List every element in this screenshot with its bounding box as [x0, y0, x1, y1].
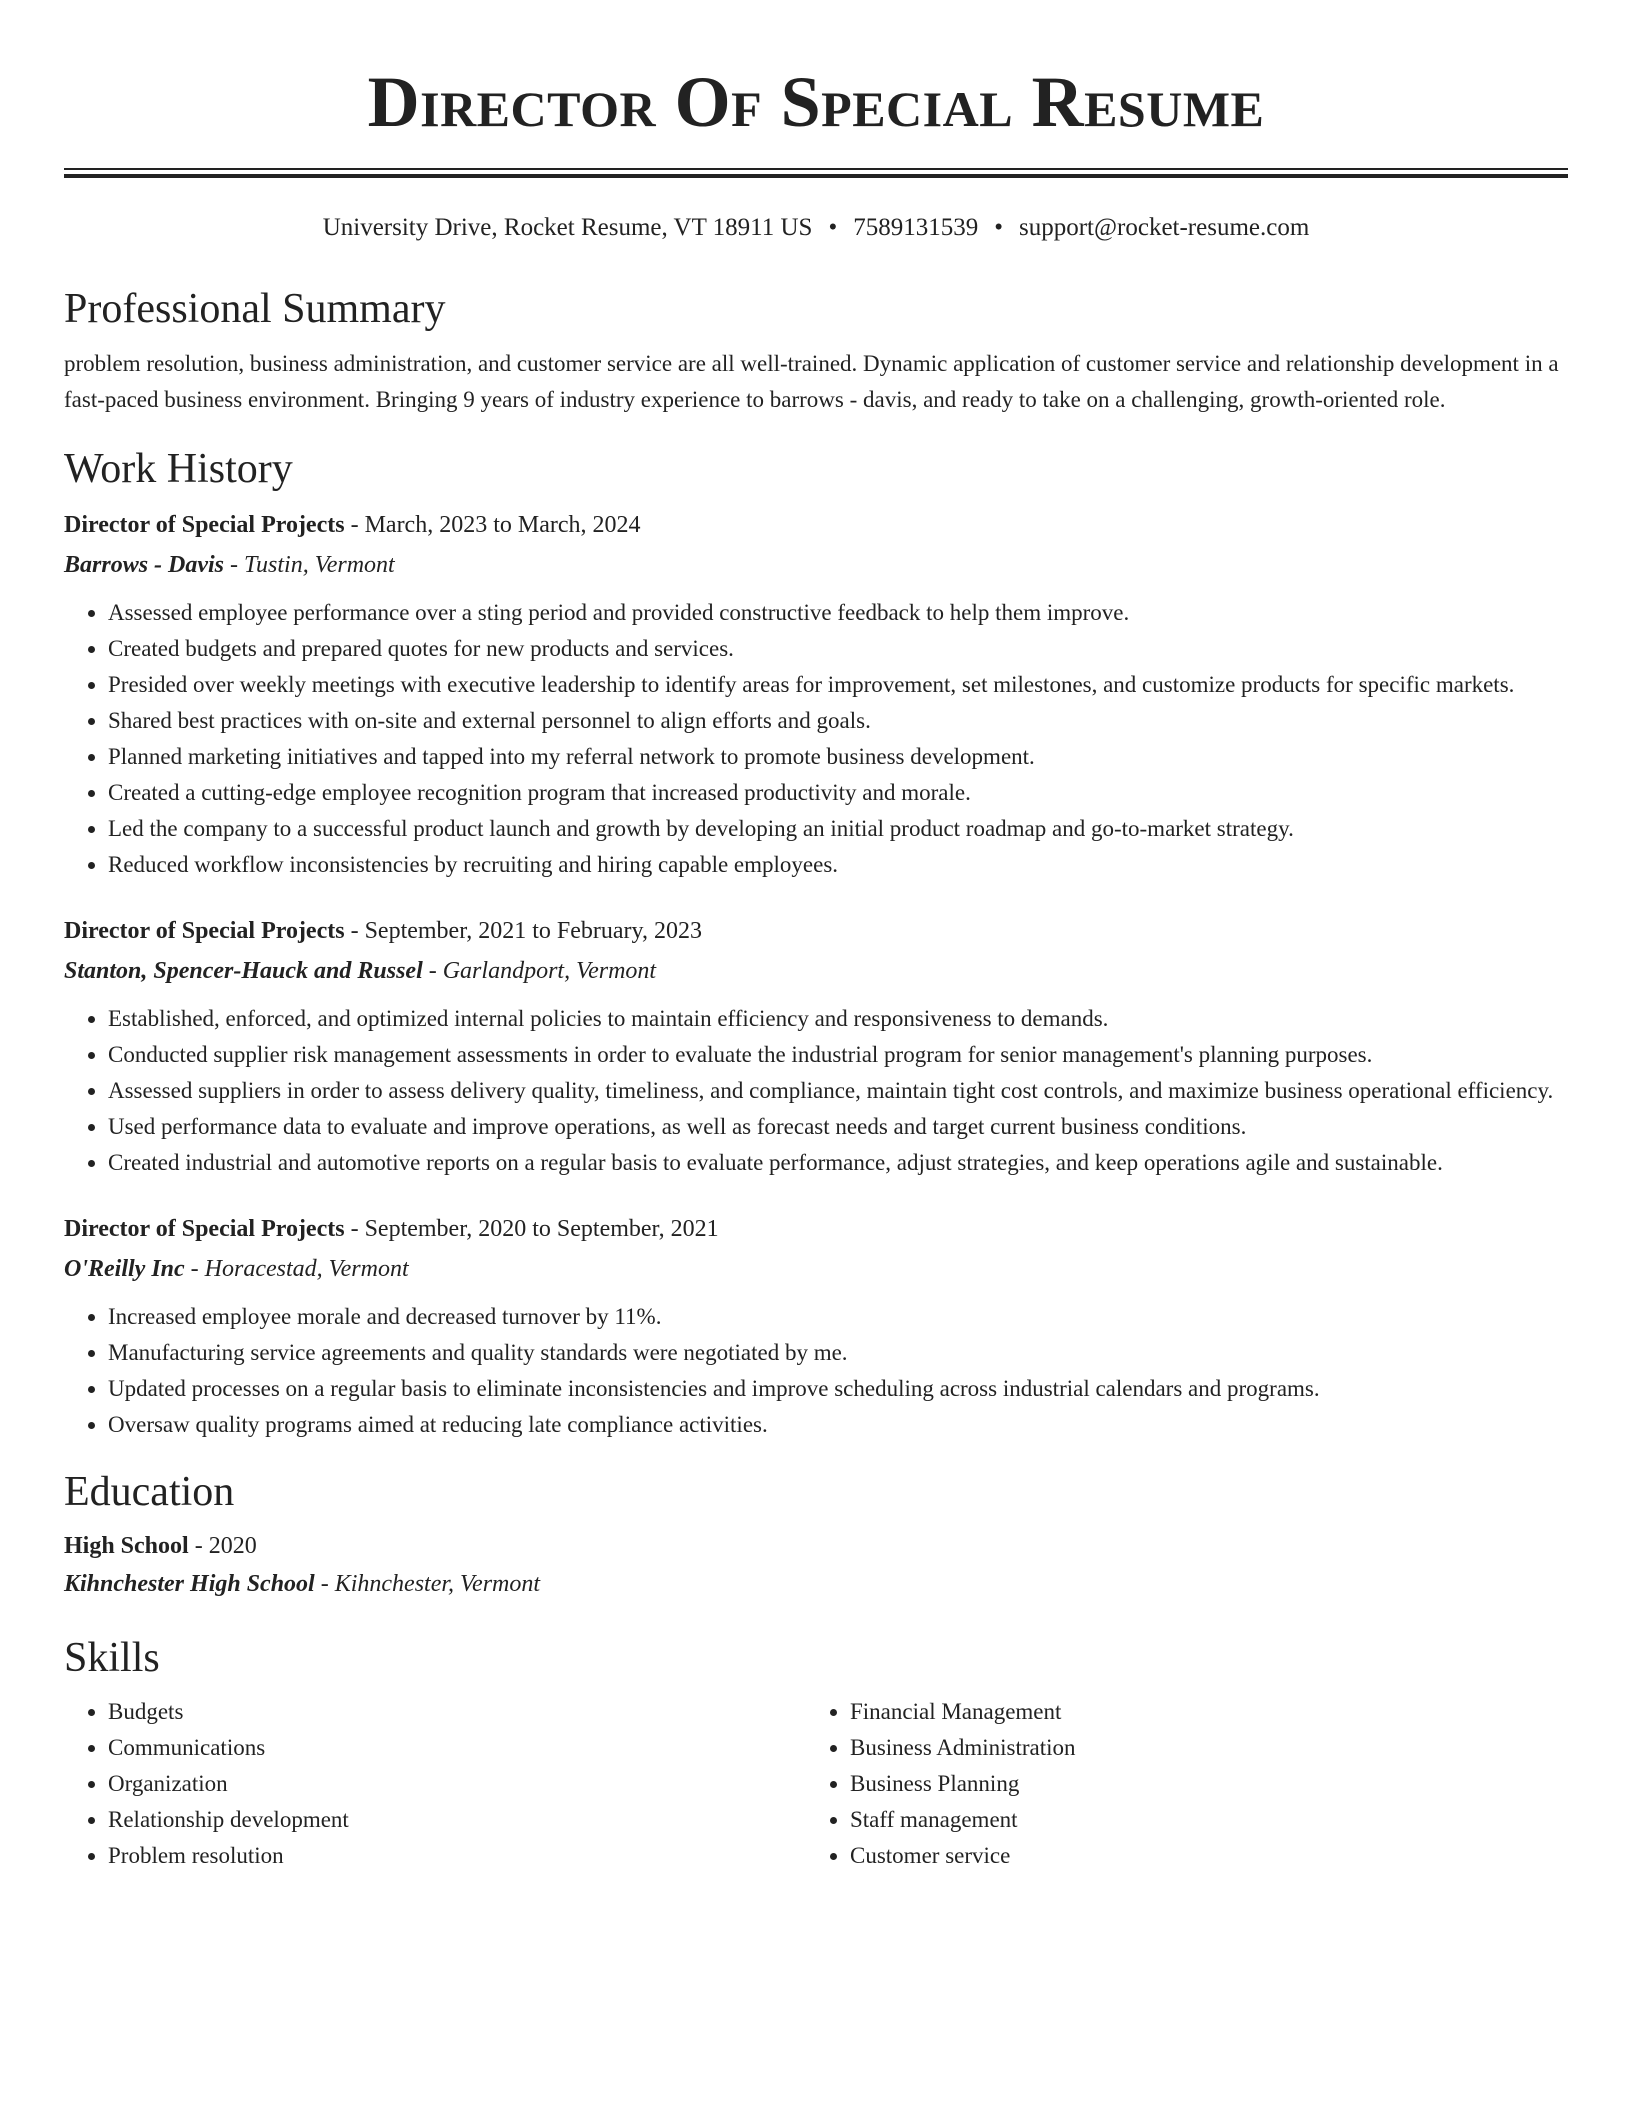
education-school: Kihnchester High School — [64, 1571, 315, 1598]
job-bullet: • Used performance data to evaluate and improve operations, as well as forecast needs and target current business conditions. — [108, 1109, 1568, 1145]
job-bullet-list — [64, 1001, 1568, 1181]
job-bullet: • Created a cutting-edge employee recognition program that increased productivity and morale. — [108, 775, 1568, 811]
education-year: - 2020 — [188, 1533, 257, 1560]
job-company: Barrows - Davis — [64, 551, 225, 578]
summary-text: problem resolution, business administration, and customer service are all well-trained. Dynamic application of customer service and relationship development in a fast-paced business environment. Bringing 9 years of industry experience to barrows - davis, and ready to take on a challenging, growth-oriented role. — [64, 351, 1559, 413]
job-dates: - September, 2021 to February, 2023 — [344, 917, 702, 944]
contact-line — [64, 214, 1568, 244]
skills-column-left — [64, 1694, 806, 1874]
skill-item: • Communications — [108, 1730, 806, 1766]
education-degree-line — [64, 1527, 1568, 1565]
job-bullet: • Established, enforced, and optimized internal policies to maintain efficiency and responsiveness to demands. — [108, 1001, 1568, 1037]
work-history-section — [64, 444, 1568, 1442]
education-location: - Kihnchester, Vermont — [314, 1571, 541, 1598]
job-title-line — [64, 1209, 1568, 1249]
job-dates: - September, 2020 to September, 2021 — [344, 1215, 719, 1242]
contact-separator: • — [828, 214, 838, 241]
job-bullet: • Assessed suppliers in order to assess delivery quality, timeliness, and compliance, maintain tight cost controls, and maximize business operational efficiency. — [108, 1073, 1568, 1109]
job-location: - Garlandport, Vermont — [422, 957, 657, 984]
contact-phone: 7589131539 — [853, 214, 979, 241]
skill-item: • Business Administration — [850, 1730, 1548, 1766]
job-bullet: • Led the company to a successful product launch and growth by developing an initial product roadmap and go-to-market strategy. — [108, 811, 1568, 847]
contact-separator: • — [994, 214, 1003, 241]
job-bullet: • Shared best practices with on-site and external personnel to align efforts and goals. — [108, 703, 1568, 739]
education-school-line — [64, 1565, 1568, 1603]
job-entry — [64, 911, 1568, 1181]
job-company-line — [64, 1249, 1568, 1289]
job-bullet: • Conducted supplier risk management assessments in order to evaluate the industrial program for senior management's planning purposes. — [108, 1037, 1568, 1073]
education-degree: High School — [64, 1533, 189, 1560]
summary-section — [64, 284, 1568, 418]
skill-item: • Budgets — [108, 1694, 806, 1730]
job-bullet: • Planned marketing initiatives and tapped into my referral network to promote business development. — [108, 739, 1568, 775]
job-title: Director of Special Projects — [64, 511, 345, 538]
skill-item: • Relationship development — [108, 1802, 806, 1838]
divider-thin-line — [64, 168, 1568, 170]
resume-title: Director Of Special Resume — [367, 62, 1265, 142]
job-entry — [64, 1209, 1568, 1443]
contact-address: University Drive, Rocket Resume, VT 18911 US — [322, 214, 813, 241]
title-divider — [64, 168, 1568, 178]
job-bullet-list — [64, 595, 1568, 883]
skill-item: • Staff management — [850, 1802, 1548, 1838]
job-bullet: • Reduced workflow inconsistencies by recruiting and hiring capable employees. — [108, 847, 1568, 883]
job-bullet: • Created industrial and automotive reports on a regular basis to evaluate performance, adjust strategies, and keep operations agile and sustainable. — [108, 1145, 1568, 1181]
summary-heading: Professional Summary — [64, 286, 446, 332]
skills-heading: Skills — [64, 1635, 160, 1682]
job-title-line — [64, 911, 1568, 951]
skills-column-right — [806, 1694, 1548, 1874]
job-location: - Tustin, Vermont — [224, 551, 395, 578]
skill-item: • Financial Management — [850, 1694, 1548, 1730]
job-bullet: • Oversaw quality programs aimed at reducing late compliance activities. — [108, 1407, 1568, 1443]
job-location: - Horacestad, Vermont — [184, 1255, 409, 1282]
job-company-line — [64, 951, 1568, 991]
job-title: Director of Special Projects — [64, 917, 345, 944]
skills-list — [64, 1694, 806, 1874]
job-company-line — [64, 545, 1568, 585]
job-bullet: • Increased employee morale and decreased turnover by 11%. — [108, 1299, 1568, 1335]
education-heading: Education — [64, 1468, 235, 1515]
job-bullet: • Manufacturing service agreements and quality standards were negotiated by me. — [108, 1335, 1568, 1371]
job-bullet: • Updated processes on a regular basis to eliminate inconsistencies and improve scheduling across industrial calendars and programs. — [108, 1371, 1568, 1407]
skill-item: • Problem resolution — [108, 1838, 806, 1874]
skill-item: • Business Planning — [850, 1766, 1548, 1802]
job-bullet: • Created budgets and prepared quotes for new products and services. — [108, 631, 1568, 667]
education-section — [64, 1467, 1568, 1603]
job-company: O'Reilly Inc — [64, 1255, 185, 1282]
job-company: Stanton, Spencer-Hauck and Russel — [64, 957, 423, 984]
divider-thick-line — [64, 174, 1568, 178]
skills-section — [64, 1633, 1568, 1873]
job-bullet: • Presided over weekly meetings with executive leadership to identify areas for improvement, set milestones, and customize products for specific markets. — [108, 667, 1568, 703]
job-title-line — [64, 505, 1568, 545]
job-dates: - March, 2023 to March, 2024 — [344, 511, 641, 538]
resume-page — [64, 0, 1568, 1874]
job-bullet-list — [64, 1299, 1568, 1443]
contact-email: support@rocket-resume.com — [1019, 214, 1310, 241]
skills-columns — [64, 1694, 1568, 1874]
skill-item: • Organization — [108, 1766, 806, 1802]
skills-list — [806, 1694, 1548, 1874]
work-history-heading: Work History — [64, 446, 293, 493]
job-entry — [64, 505, 1568, 883]
job-title: Director of Special Projects — [64, 1215, 345, 1242]
job-bullet: • Assessed employee performance over a sting period and provided constructive feedback to help them improve. — [108, 595, 1568, 631]
skill-item: • Customer service — [850, 1838, 1548, 1874]
